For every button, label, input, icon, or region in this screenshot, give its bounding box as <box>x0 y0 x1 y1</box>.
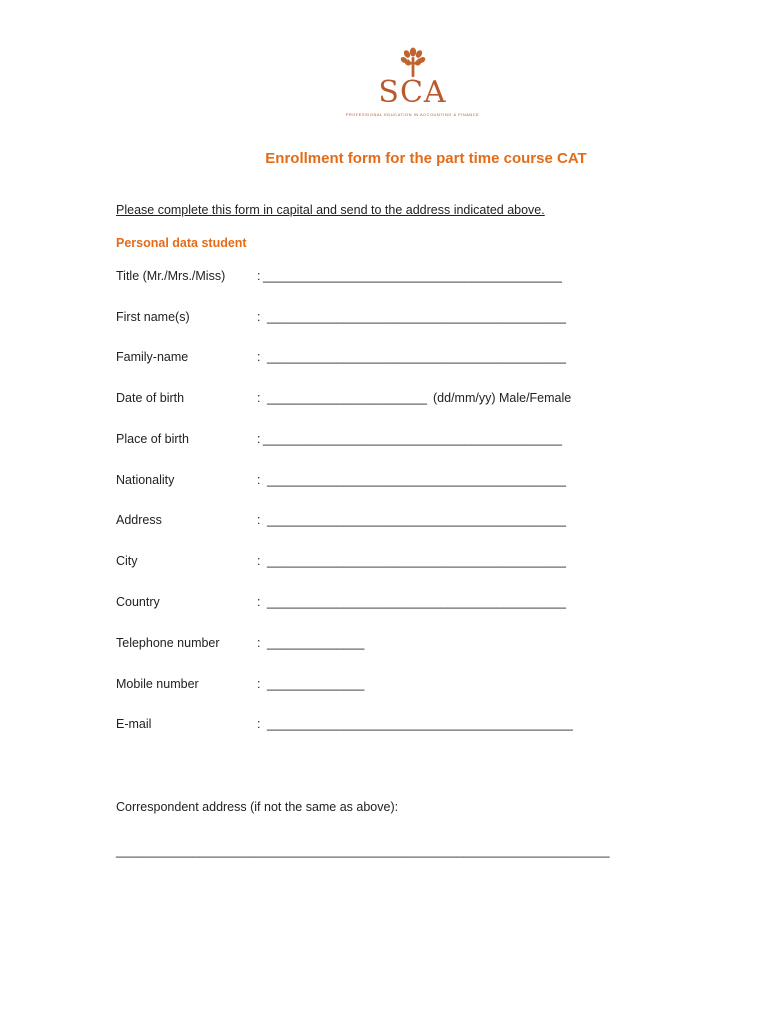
field-blank-line[interactable]: ___________________________________________ <box>267 473 566 487</box>
field-blank-line[interactable]: ___________________________________________ <box>267 513 566 527</box>
field-blank-line[interactable]: ___________________________________________ <box>267 310 566 324</box>
correspondent-address-line[interactable]: _______________________________________________________________________ <box>116 844 610 858</box>
field-colon: : <box>257 432 261 446</box>
field-blank-line[interactable]: ___________________________________________ <box>263 432 562 446</box>
field-label: Mobile number <box>116 677 199 691</box>
section-heading: Personal data student <box>116 236 247 250</box>
field-colon: : <box>257 677 261 691</box>
field-label: City <box>116 554 138 568</box>
field-blank-line[interactable]: ___________________________________________ <box>267 350 566 364</box>
field-colon: : <box>257 269 261 283</box>
field-label: Title (Mr./Mrs./Miss) <box>116 269 226 283</box>
logo <box>340 46 485 120</box>
field-colon: : <box>257 391 261 405</box>
field-blank-line[interactable]: ______________ <box>267 677 365 691</box>
field-blank-line[interactable]: ___________________________________________ <box>263 269 562 283</box>
field-colon: : <box>257 717 261 731</box>
field-blank-line[interactable]: ____________________________________________ <box>267 717 573 731</box>
logo-tagline: PROFESSIONAL EDUCATION IN ACCOUNTING & FINANCE <box>345 112 480 117</box>
instruction-text: Please complete this form in capital and send to the address indicated above. <box>116 203 545 217</box>
field-label: E-mail <box>116 717 152 731</box>
correspondent-address-label: Correspondent address (if not the same as above): <box>116 800 399 814</box>
field-colon: : <box>257 310 261 324</box>
field-colon: : <box>257 554 261 568</box>
field-label: Telephone number <box>116 636 220 650</box>
field-blank-line[interactable]: ___________________________________________ <box>267 595 566 609</box>
field-blank-line[interactable]: ___________________________________________ <box>267 554 566 568</box>
field-colon: : <box>257 350 261 364</box>
field-colon: : <box>257 636 261 650</box>
field-label: Place of birth <box>116 432 189 446</box>
page-title: Enrollment form for the part time course CAT <box>265 150 587 167</box>
field-blank-line[interactable]: _______________________ <box>267 391 427 405</box>
field-label: Date of birth <box>116 391 185 405</box>
tree-icon <box>398 46 428 78</box>
field-label: Nationality <box>116 473 175 487</box>
logo-text: SCA <box>378 75 447 110</box>
field-colon: : <box>257 513 261 527</box>
field-blank-line[interactable]: ______________ <box>267 636 365 650</box>
field-label: First name(s) <box>116 310 190 324</box>
field-colon: : <box>257 473 261 487</box>
date-format-hint: (dd/mm/yy) Male/Female <box>433 391 572 405</box>
field-label: Country <box>116 595 160 609</box>
field-label: Address <box>116 513 162 527</box>
field-colon: : <box>257 595 261 609</box>
field-label: Family-name <box>116 350 189 364</box>
